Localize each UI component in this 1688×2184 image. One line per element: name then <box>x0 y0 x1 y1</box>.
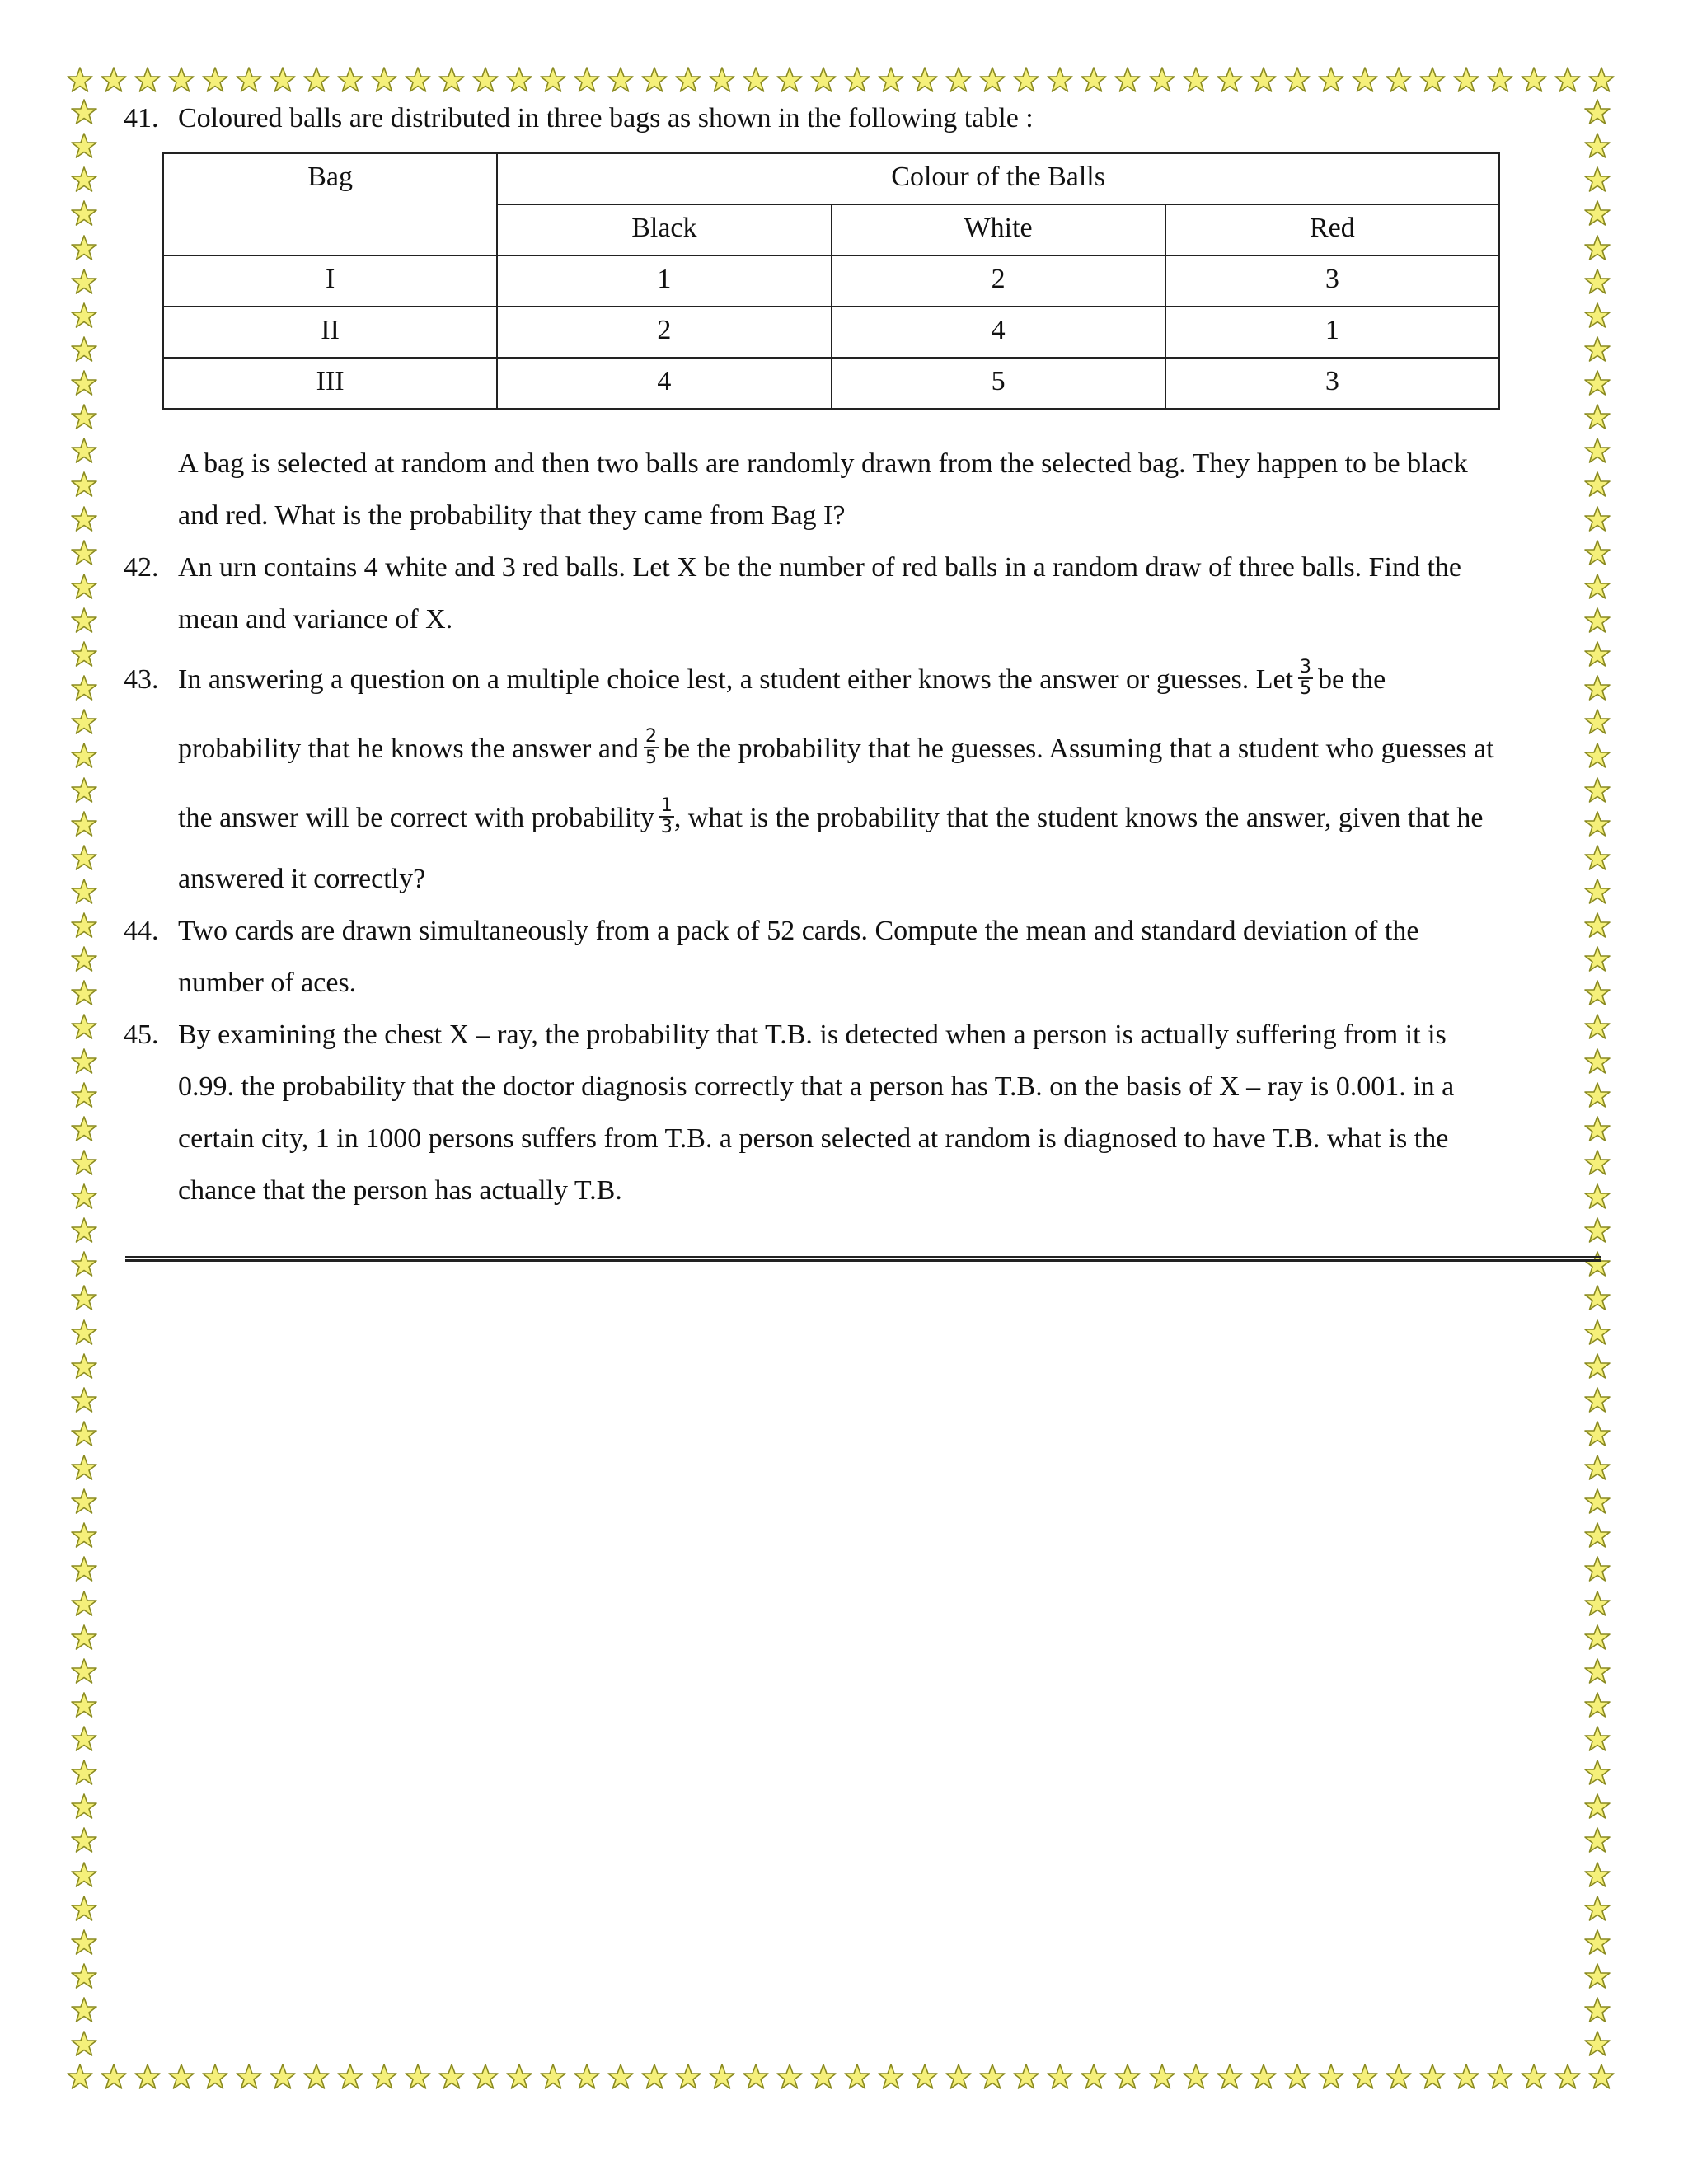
star-icon <box>404 66 432 94</box>
star-icon <box>1148 2063 1176 2091</box>
star-icon <box>1452 66 1480 94</box>
star-icon <box>809 2063 837 2091</box>
star-icon <box>1583 1115 1611 1143</box>
star-icon <box>1583 742 1611 770</box>
star-icon <box>1148 66 1176 94</box>
question-number: 45. <box>124 1019 159 1050</box>
question-42 <box>124 541 1582 645</box>
star-icon <box>70 437 98 465</box>
star-icon <box>1583 1352 1611 1380</box>
text-span: be the <box>1318 664 1386 695</box>
star-icon <box>134 2063 162 2091</box>
header-black: Black <box>497 204 831 255</box>
star-icon <box>370 2063 398 2091</box>
star-border-bottom <box>66 2059 1615 2095</box>
star-icon <box>70 1081 98 1109</box>
star-icon <box>505 66 533 94</box>
question-41 <box>124 92 1582 144</box>
star-icon <box>1583 1996 1611 2024</box>
cell-bag: I <box>163 255 497 307</box>
star-icon <box>1583 810 1611 838</box>
cell-red: 1 <box>1165 307 1499 358</box>
star-icon <box>70 1657 98 1685</box>
text-line: chance that the person has actually T.B. <box>178 1175 622 1206</box>
double-rule-divider <box>125 1256 1601 1262</box>
star-icon <box>70 199 98 227</box>
star-icon <box>70 1725 98 1753</box>
star-icon <box>66 66 94 94</box>
cell-white: 5 <box>832 358 1165 409</box>
star-icon <box>70 1488 98 1516</box>
text-line: and red. What is the probability that they came from Bag I? <box>178 500 846 531</box>
star-icon <box>1317 66 1345 94</box>
star-icon <box>1452 2063 1480 2091</box>
text-line: Two cards are drawn simultaneously from a pack of 52 cards. Compute the mean and standard deviation of the <box>178 916 1419 946</box>
star-icon <box>404 2063 432 2091</box>
star-icon <box>1554 2063 1582 2091</box>
star-icon <box>70 505 98 533</box>
star-icon <box>1351 66 1379 94</box>
cell-black: 1 <box>497 255 831 307</box>
star-icon <box>742 2063 770 2091</box>
fraction-one-third <box>659 796 674 837</box>
star-icon <box>471 2063 499 2091</box>
star-icon <box>70 1895 98 1923</box>
star-icon <box>1080 66 1108 94</box>
star-icon <box>1583 945 1611 973</box>
star-icon <box>70 1047 98 1076</box>
bags-table <box>162 152 1500 410</box>
star-icon <box>70 1319 98 1347</box>
star-icon <box>70 1352 98 1380</box>
question-body <box>178 1009 1582 1216</box>
star-icon <box>70 1793 98 1821</box>
header-bag: Bag <box>163 153 497 255</box>
star-icon <box>70 98 98 126</box>
question-content <box>124 92 1582 1216</box>
star-icon <box>70 1250 98 1278</box>
star-icon <box>1583 1691 1611 1719</box>
star-icon <box>70 471 98 499</box>
star-icon <box>70 810 98 838</box>
star-icon <box>1583 505 1611 533</box>
star-icon <box>1583 132 1611 160</box>
question-number: 42. <box>124 552 159 583</box>
table-row <box>163 307 1499 358</box>
star-icon <box>708 66 736 94</box>
star-icon <box>70 2030 98 2058</box>
fraction-denominator: 5 <box>1300 678 1312 700</box>
star-icon <box>640 2063 668 2091</box>
star-icon <box>1418 66 1447 94</box>
cell-red: 3 <box>1165 358 1499 409</box>
star-icon <box>471 66 499 94</box>
star-icon <box>1583 1488 1611 1516</box>
table-row <box>163 358 1499 409</box>
star-icon <box>269 2063 297 2091</box>
question-number: 41. <box>124 103 159 134</box>
star-icon <box>1583 369 1611 397</box>
question-43 <box>124 645 1582 905</box>
star-icon <box>978 66 1006 94</box>
star-icon <box>1583 471 1611 499</box>
star-icon <box>1587 66 1615 94</box>
star-icon <box>843 66 871 94</box>
text-span: be the probability that he guesses. Assuming that a student who guesses at <box>663 733 1494 764</box>
star-icon <box>1583 98 1611 126</box>
star-icon <box>1583 1284 1611 1312</box>
star-icon <box>1583 1454 1611 1482</box>
star-icon <box>1583 1047 1611 1076</box>
star-icon <box>911 66 939 94</box>
text-line <box>178 784 1582 853</box>
star-icon <box>70 1555 98 1583</box>
star-icon <box>70 674 98 702</box>
question-number: 43. <box>124 664 159 695</box>
star-icon <box>201 2063 229 2091</box>
star-icon <box>1583 878 1611 906</box>
star-icon <box>70 1013 98 1041</box>
header-colour: Colour of the Balls <box>497 153 1499 204</box>
star-icon <box>1583 1590 1611 1618</box>
star-icon <box>70 1216 98 1244</box>
star-icon <box>1583 1759 1611 1787</box>
star-icon <box>167 2063 195 2091</box>
star-icon <box>70 573 98 601</box>
star-icon <box>776 2063 804 2091</box>
star-border-left <box>66 98 102 2059</box>
star-icon <box>1351 2063 1379 2091</box>
star-icon <box>1385 66 1413 94</box>
cell-black: 4 <box>497 358 831 409</box>
star-icon <box>1216 66 1244 94</box>
star-icon <box>911 2063 939 2091</box>
text-line <box>178 715 1582 784</box>
cell-white: 2 <box>832 255 1165 307</box>
star-icon <box>70 132 98 160</box>
star-icon <box>302 2063 331 2091</box>
star-icon <box>674 2063 702 2091</box>
star-icon <box>1583 607 1611 635</box>
star-icon <box>1583 912 1611 940</box>
star-icon <box>1046 2063 1074 2091</box>
star-icon <box>134 66 162 94</box>
star-icon <box>70 1929 98 1957</box>
star-icon <box>1486 66 1514 94</box>
star-icon <box>742 66 770 94</box>
star-icon <box>1583 1624 1611 1652</box>
star-icon <box>1583 302 1611 330</box>
star-icon <box>1583 1826 1611 1854</box>
cell-bag: III <box>163 358 497 409</box>
star-icon <box>1583 1895 1611 1923</box>
star-icon <box>70 1183 98 1211</box>
header-white: White <box>832 204 1165 255</box>
star-icon <box>235 66 263 94</box>
star-icon <box>1583 1183 1611 1211</box>
question-44 <box>124 905 1582 1009</box>
question-41-continued <box>124 438 1582 541</box>
star-icon <box>1583 1386 1611 1414</box>
star-icon <box>1583 335 1611 363</box>
star-icon <box>1520 2063 1548 2091</box>
text-line: mean and variance of X. <box>178 604 453 635</box>
star-icon <box>1583 199 1611 227</box>
star-icon <box>674 66 702 94</box>
star-icon <box>978 2063 1006 2091</box>
star-icon <box>70 302 98 330</box>
star-icon <box>70 234 98 262</box>
star-icon <box>1583 573 1611 601</box>
star-icon <box>100 2063 128 2091</box>
star-icon <box>1583 1216 1611 1244</box>
question-number: 44. <box>124 916 159 946</box>
star-icon <box>1583 1420 1611 1448</box>
star-icon <box>1080 2063 1108 2091</box>
star-icon <box>70 1590 98 1618</box>
star-icon <box>1583 1250 1611 1278</box>
star-icon <box>70 1826 98 1854</box>
fraction-numerator: 2 <box>645 726 657 748</box>
star-icon <box>1583 1962 1611 1990</box>
star-icon <box>877 2063 905 2091</box>
star-icon <box>70 166 98 194</box>
star-icon <box>607 66 635 94</box>
star-icon <box>809 66 837 94</box>
star-icon <box>70 1861 98 1889</box>
star-icon <box>1583 166 1611 194</box>
text-span: the answer will be correct with probability <box>178 803 654 833</box>
question-body <box>178 541 1582 645</box>
star-icon <box>1583 1149 1611 1177</box>
star-icon <box>70 1624 98 1652</box>
star-icon <box>70 1386 98 1414</box>
star-icon <box>70 607 98 635</box>
star-icon <box>1583 776 1611 804</box>
star-icon <box>66 2063 94 2091</box>
star-icon <box>1250 66 1278 94</box>
star-icon <box>1520 66 1548 94</box>
text-line: number of aces. <box>178 968 357 998</box>
star-icon <box>370 66 398 94</box>
question-45 <box>124 1009 1582 1216</box>
star-icon <box>70 403 98 431</box>
star-icon <box>1583 640 1611 668</box>
star-icon <box>70 1759 98 1787</box>
header-red: Red <box>1165 204 1499 255</box>
star-icon <box>1250 2063 1278 2091</box>
text-line: An urn contains 4 white and 3 red balls. Let X be the number of red balls in a random draw of three balls. Find the <box>178 552 1461 583</box>
star-icon <box>70 1454 98 1482</box>
star-icon <box>70 878 98 906</box>
star-icon <box>70 912 98 940</box>
text-span: , what is the probability that the student knows the answer, given that he <box>673 803 1484 833</box>
cell-white: 4 <box>832 307 1165 358</box>
star-icon <box>70 708 98 736</box>
star-icon <box>708 2063 736 2091</box>
star-icon <box>1583 1657 1611 1685</box>
star-icon <box>1583 234 1611 262</box>
text-line: certain city, 1 in 1000 persons suffers from T.B. a person selected at random is diagnosed to have T.B. what is the <box>178 1123 1449 1154</box>
text-line: A bag is selected at random and then two balls are randomly drawn from the selected bag. They happen to be black <box>178 448 1468 479</box>
star-icon <box>1114 2063 1142 2091</box>
star-icon <box>70 1962 98 1990</box>
star-icon <box>70 268 98 296</box>
star-icon <box>1583 979 1611 1007</box>
star-icon <box>1583 1081 1611 1109</box>
star-icon <box>70 539 98 567</box>
star-icon <box>1317 2063 1345 2091</box>
question-body <box>178 905 1582 1009</box>
star-icon <box>1012 2063 1040 2091</box>
question-body <box>178 645 1582 905</box>
star-icon <box>539 66 567 94</box>
star-icon <box>70 1284 98 1312</box>
text-line <box>178 645 1582 715</box>
star-icon <box>70 945 98 973</box>
star-icon <box>70 1691 98 1719</box>
star-icon <box>539 2063 567 2091</box>
star-icon <box>1583 403 1611 431</box>
star-icon <box>1583 1861 1611 1889</box>
star-icon <box>167 66 195 94</box>
star-icon <box>70 335 98 363</box>
star-icon <box>1114 66 1142 94</box>
star-icon <box>1046 66 1074 94</box>
star-icon <box>1583 437 1611 465</box>
fraction-numerator: 1 <box>660 795 673 817</box>
star-icon <box>1583 1521 1611 1549</box>
star-icon <box>877 66 905 94</box>
star-icon <box>1587 2063 1615 2091</box>
star-icon <box>1583 2030 1611 2058</box>
star-icon <box>1583 674 1611 702</box>
star-icon <box>1583 539 1611 567</box>
star-icon <box>302 66 331 94</box>
star-border-right <box>1579 98 1615 2059</box>
star-icon <box>1583 1555 1611 1583</box>
text-line: answered it correctly? <box>178 864 426 894</box>
text-line: By examining the chest X – ray, the probability that T.B. is detected when a person is actually suffering from it is <box>178 1019 1447 1050</box>
star-icon <box>945 66 973 94</box>
star-icon <box>438 66 466 94</box>
star-icon <box>1012 66 1040 94</box>
star-icon <box>70 369 98 397</box>
star-icon <box>269 66 297 94</box>
star-icon <box>70 844 98 872</box>
star-icon <box>1283 2063 1311 2091</box>
star-icon <box>505 2063 533 2091</box>
star-icon <box>573 2063 601 2091</box>
star-icon <box>1486 2063 1514 2091</box>
text-line: 0.99. the probability that the doctor diagnosis correctly that a person has T.B. on the basis of X – ray is 0.001. in a <box>178 1071 1455 1102</box>
text-span: probability that he knows the answer and <box>178 733 639 764</box>
star-icon <box>70 742 98 770</box>
star-icon <box>1583 1793 1611 1821</box>
fraction-denominator: 5 <box>645 748 657 769</box>
star-icon <box>640 66 668 94</box>
cell-red: 3 <box>1165 255 1499 307</box>
star-icon <box>1583 1725 1611 1753</box>
star-icon <box>70 1115 98 1143</box>
star-icon <box>70 1420 98 1448</box>
star-icon <box>1583 268 1611 296</box>
fraction-numerator: 3 <box>1300 657 1312 678</box>
star-icon <box>70 1521 98 1549</box>
star-icon <box>336 2063 364 2091</box>
fraction-denominator: 3 <box>660 817 673 838</box>
star-icon <box>607 2063 635 2091</box>
star-icon <box>1216 2063 1244 2091</box>
star-icon <box>438 2063 466 2091</box>
star-icon <box>336 66 364 94</box>
star-icon <box>945 2063 973 2091</box>
fraction-two-fifths <box>644 727 659 768</box>
star-icon <box>1583 844 1611 872</box>
star-icon <box>1182 66 1210 94</box>
cell-black: 2 <box>497 307 831 358</box>
star-icon <box>1418 2063 1447 2091</box>
text-span: In answering a question on a multiple choice lest, a student either knows the answer or guesses. Let <box>178 664 1294 695</box>
table-row <box>163 255 1499 307</box>
star-icon <box>776 66 804 94</box>
star-icon <box>70 1149 98 1177</box>
star-icon <box>201 66 229 94</box>
star-icon <box>843 2063 871 2091</box>
star-icon <box>70 776 98 804</box>
star-icon <box>70 979 98 1007</box>
star-icon <box>1182 2063 1210 2091</box>
question-text: Coloured balls are distributed in three bags as shown in the following table : <box>178 103 1034 134</box>
star-icon <box>235 2063 263 2091</box>
star-icon <box>1583 708 1611 736</box>
star-icon <box>1554 66 1582 94</box>
cell-bag: II <box>163 307 497 358</box>
star-icon <box>1583 1929 1611 1957</box>
star-icon <box>573 66 601 94</box>
star-icon <box>1583 1319 1611 1347</box>
star-icon <box>70 640 98 668</box>
fraction-three-fifths <box>1298 658 1313 699</box>
star-icon <box>1385 2063 1413 2091</box>
star-icon <box>1283 66 1311 94</box>
star-icon <box>100 66 128 94</box>
star-icon <box>1583 1013 1611 1041</box>
star-icon <box>70 1996 98 2024</box>
